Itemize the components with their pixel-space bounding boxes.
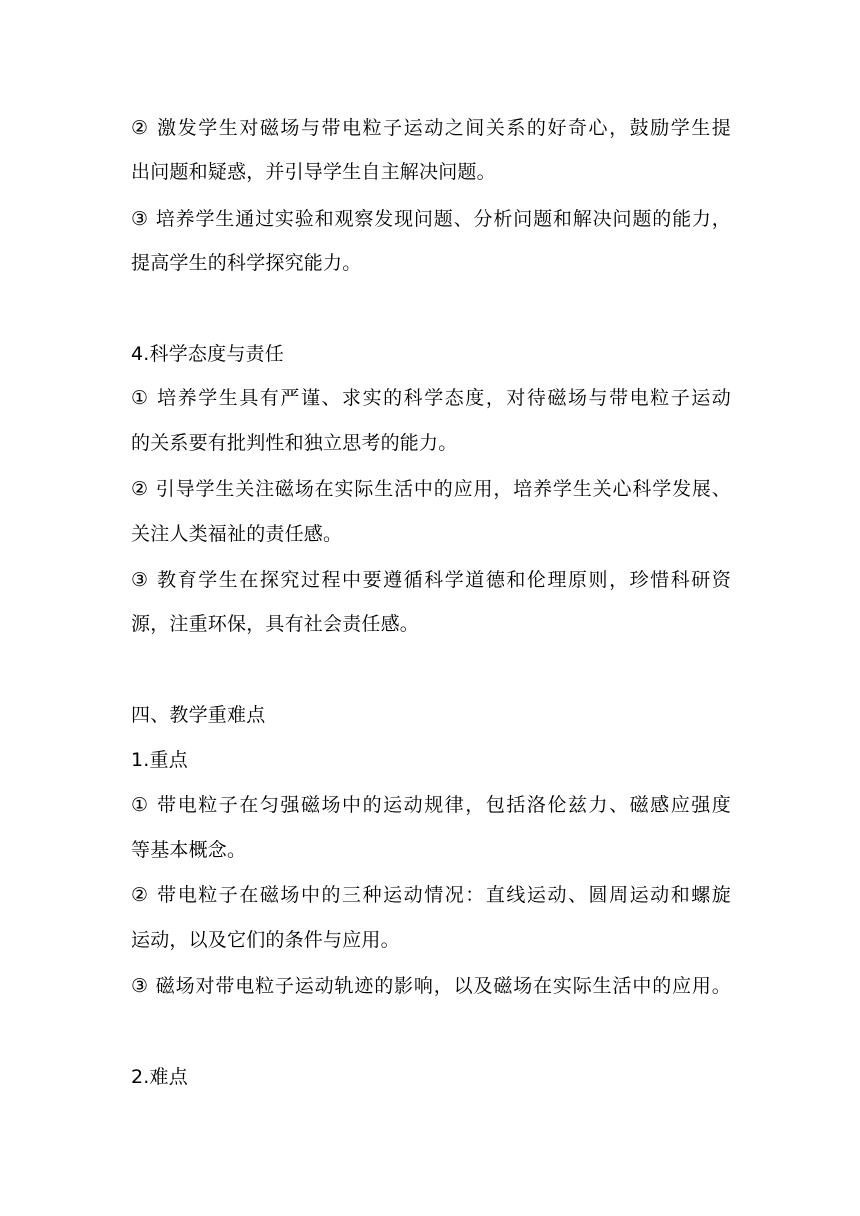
text-line: 源，注重环保，具有社会责任感。 (131, 613, 420, 635)
text-line: ③ 培养学生通过实验和观察发现问题、分析问题和解决问题的能力， (131, 208, 731, 230)
section-heading: 四、教学重难点 (131, 704, 266, 726)
subsection-heading: 2.难点 (131, 1066, 188, 1088)
text-line: 等基本概念。 (131, 839, 247, 861)
text-line: ③ 磁场对带电粒子运动轨迹的影响，以及磁场在实际生活中的应用。 (131, 975, 731, 997)
text-line: 运动，以及它们的条件与应用。 (131, 929, 400, 951)
text-line: ① 培养学生具有严谨、求实的科学态度，对待磁场与带电粒子运动 (131, 387, 731, 409)
text-line: ③ 教育学生在探究过程中要遵循科学道德和伦理原则，珍惜科研资 (131, 569, 731, 591)
text-line: 的关系要有批判性和独立思考的能力。 (131, 432, 458, 454)
section-heading: 4.科学态度与责任 (131, 343, 284, 365)
text-line: 出问题和疑惑，并引导学生自主解决问题。 (131, 161, 496, 183)
text-line: ② 带电粒子在磁场中的三种运动情况：直线运动、圆周运动和螺旋 (131, 884, 731, 906)
subsection-heading: 1.重点 (131, 749, 188, 771)
text-line: ① 带电粒子在匀强磁场中的运动规律，包括洛伦兹力、磁感应强度 (131, 794, 731, 816)
text-line: 提高学生的科学探究能力。 (131, 252, 362, 274)
text-line: ② 激发学生对磁场与带电粒子运动之间关系的好奇心，鼓励学生提 (131, 117, 731, 139)
text-line: ② 引导学生关注磁场在实际生活中的应用，培养学生关心科学发展、 (131, 478, 731, 500)
text-line: 关注人类福祉的责任感。 (131, 523, 343, 545)
